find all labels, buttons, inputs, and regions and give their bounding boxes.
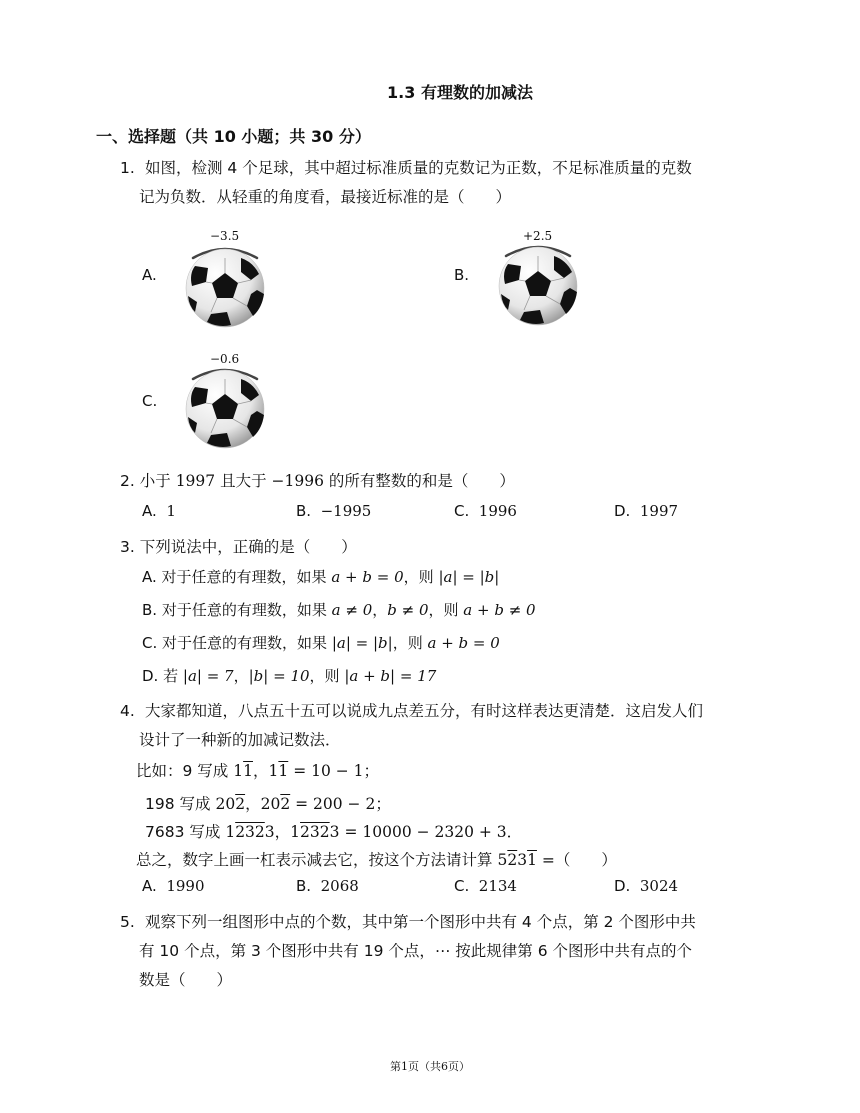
question-2-stem-b: 且大于 (220, 472, 267, 490)
q3-option-a-label: A. (142, 568, 157, 586)
ex1-text: 比如：9 写成 (136, 762, 229, 780)
q3-option-c-math-2: a + b = 0 (427, 634, 500, 652)
q3-option-a-text: 对于任意的有理数，如果 (161, 568, 327, 586)
soccer-ball-a-icon (183, 246, 267, 330)
page-footer: 第1页（共6页） (390, 1060, 470, 1073)
question-2-number-neg1996: −1996 (271, 472, 324, 490)
question-3-stem: 下列说法中，正确的是（ ） (139, 538, 357, 556)
q2-option-a-label: A. (142, 502, 157, 520)
question-5-line1: 观察下列一组图形中点的个数，其中第一个图形中共有 4 个点，第 2 个图形中共 (145, 913, 696, 931)
q4-notation: 5231 (497, 851, 537, 869)
q2-option-c[interactable] (454, 502, 517, 520)
ex2-expansion: = 200 − 2； (295, 795, 391, 813)
q3-option-d-math-1: |a| = 7 (182, 667, 234, 685)
q3-option-c-text: 对于任意的有理数，如果 (162, 634, 328, 652)
q3-option-b-text-3: ，则 (428, 601, 459, 619)
question-4-example-2 (145, 790, 391, 819)
q3-option-b-label: B. (142, 601, 158, 619)
option-b-label[interactable]: B. (454, 266, 470, 284)
q3-option-c-text-2: ，则 (392, 634, 423, 652)
q4-option-b-label: B. (296, 877, 312, 895)
q2-option-d-label: D. (614, 502, 631, 520)
q4-option-c-value: 2134 (478, 877, 517, 895)
q3-option-b-text-2: ， (372, 601, 388, 619)
question-5-line2: 有 10 个点，第 3 个图形中共有 19 个点，⋯ 按此规律第 6 个图形中共有点的个 (139, 942, 693, 960)
ball-a-value: −3.5 (210, 229, 240, 243)
q2-option-d-value: 1997 (639, 502, 679, 520)
question-1-number: 1. (120, 159, 135, 177)
question-2 (120, 467, 515, 496)
ex2-sep: ， (245, 795, 261, 813)
q4-prompt-text: 总之，数字上画一杠表示减去它，按这个方法请计算 (136, 851, 493, 869)
ex3-notation: 12323 (225, 823, 275, 841)
soccer-ball-b-icon (496, 244, 580, 328)
ex3-sep: ， (274, 823, 291, 841)
q2-option-a[interactable] (142, 502, 176, 520)
q3-option-d-math-2: |b| = 10 (248, 667, 310, 685)
question-5-line3: 数是（ ） (139, 971, 233, 989)
q3-option-b-math-2: b ≠ 0 (387, 601, 429, 619)
ex2-notation-2: 202 (260, 795, 291, 813)
q3-option-a-math-2: |a| = |b| (438, 568, 500, 586)
q3-option-d-math-3: |a + b| = 17 (344, 667, 437, 685)
q3-option-b-text: 对于任意的有理数，如果 (161, 601, 327, 619)
question-2-number: 2. (120, 472, 135, 490)
question-4-example-1 (136, 757, 379, 786)
q2-option-c-value: 1996 (478, 502, 517, 520)
option-a-label[interactable]: A. (142, 266, 157, 284)
question-4-number: 4. (120, 702, 135, 720)
q3-option-a-math-1: a + b = 0 (331, 568, 404, 586)
q3-option-b-math-1: a ≠ 0 (331, 601, 373, 619)
soccer-ball-c-icon (183, 367, 267, 451)
ex1-expansion: = 10 − 1； (293, 762, 380, 780)
question-3 (120, 533, 357, 562)
q4-option-a-value: 1990 (166, 877, 205, 895)
section-heading: 一、选择题（共 10 小题；共 30 分） (96, 127, 371, 146)
q2-option-b-label: B. (296, 502, 312, 520)
question-1-stem-line2: 记为负数．从轻重的角度看，最接近标准的是（ ） (139, 188, 512, 206)
ball-b-value: +2.5 (523, 229, 553, 243)
question-2-number-1997: 1997 (175, 472, 216, 490)
question-3-number: 3. (120, 538, 135, 556)
ex3-notation-2: 12323 (290, 823, 340, 841)
q3-option-c-label: C. (142, 634, 158, 652)
q3-option-b-math-3: a + b ≠ 0 (463, 601, 536, 619)
q4-option-a[interactable] (142, 877, 205, 895)
q4-option-b[interactable] (296, 877, 359, 895)
question-4-example-3 (145, 818, 522, 847)
question-2-stem-a: 小于 (139, 472, 171, 490)
q3-option-d-text: 若 (163, 667, 179, 685)
question-4-line2: 设计了一种新的加减记数法． (139, 731, 341, 749)
q3-option-a-text-2: ，则 (403, 568, 434, 586)
ball-c-value: −0.6 (210, 352, 240, 366)
q2-option-b[interactable] (296, 502, 371, 520)
q3-option-b[interactable] (142, 599, 536, 620)
question-4-prompt (136, 846, 617, 875)
ex3-text: 7683 写成 (145, 823, 221, 841)
q4-option-c[interactable] (454, 877, 517, 895)
q2-option-b-value: −1995 (320, 502, 372, 520)
ex1-sep: ， (252, 762, 269, 780)
q3-option-c[interactable] (142, 632, 500, 653)
ex1-notation: 11 (233, 762, 253, 780)
q3-option-d-text-2: ， (233, 667, 249, 685)
q2-option-c-label: C. (454, 502, 470, 520)
question-1-stem-line1: 如图，检测 4 个足球，其中超过标准质量的克数记为正数，不足标准质量的克数 (145, 159, 692, 177)
question-5-number: 5. (120, 913, 135, 931)
q4-option-b-value: 2068 (320, 877, 359, 895)
option-c-label[interactable]: C. (142, 392, 158, 410)
q4-option-d[interactable] (614, 877, 678, 895)
q2-option-d[interactable] (614, 502, 678, 520)
q4-option-d-label: D. (614, 877, 631, 895)
question-2-stem-c: 的所有整数的和是（ ） (328, 472, 515, 490)
ex3-expansion: = 10000 − 2320 + 3． (344, 823, 523, 841)
q4-prompt-blank: =（ ） (541, 851, 617, 869)
q4-option-c-label: C. (454, 877, 470, 895)
q4-option-a-label: A. (142, 877, 157, 895)
ex2-notation: 202 (215, 795, 246, 813)
ex1-notation-2: 11 (268, 762, 289, 780)
ex2-text: 198 写成 (145, 795, 211, 813)
q3-option-a[interactable] (142, 566, 499, 587)
q3-option-d-label: D. (142, 667, 159, 685)
q3-option-d[interactable] (142, 665, 436, 686)
q3-option-d-text-3: ，则 (309, 667, 340, 685)
q3-option-c-math-1: |a| = |b| (331, 634, 393, 652)
q4-option-d-value: 3024 (639, 877, 679, 895)
page-title: 1.3 有理数的加减法 (387, 83, 533, 102)
question-4-line1: 大家都知道，八点五十五可以说成九点差五分，有时这样表达更清楚．这启发人们 (145, 702, 704, 720)
q2-option-a-value: 1 (166, 502, 176, 520)
